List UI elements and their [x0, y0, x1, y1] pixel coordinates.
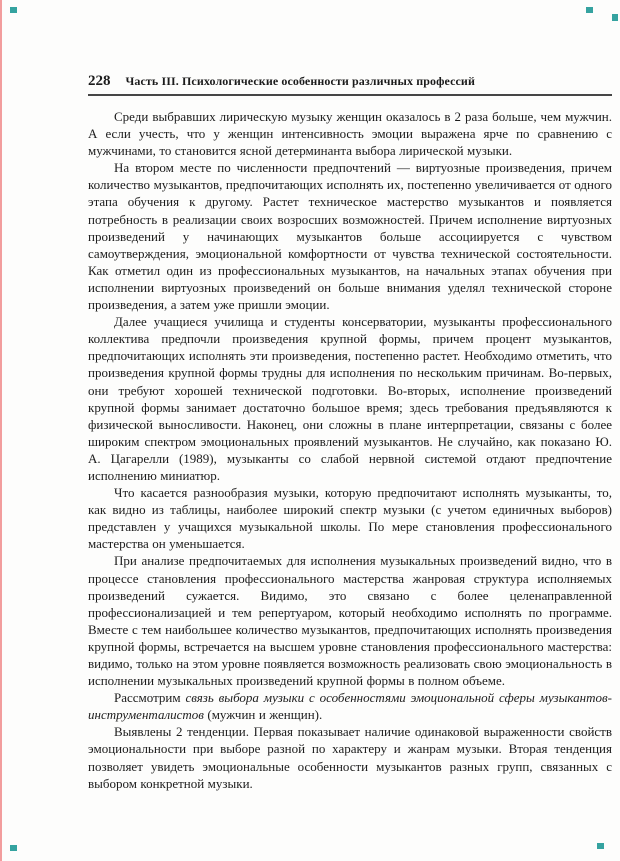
paragraph: Выявлены 2 тенденции. Первая показывает наличие одинаковой выраженности свойств эмоциональности при выборе разной по характеру и жанрам музыки. Вторая тенденция позволяет увидеть эмоциональные особенности музыкантов разных групп, связанных с выбором конкретной музыки. [88, 724, 612, 791]
paragraph-lead-text: Рассмотрим [114, 690, 186, 706]
crop-mark-top-right-edge [612, 14, 618, 21]
page-body [88, 108, 612, 792]
scan-edge-line [0, 0, 2, 861]
paragraph: На втором месте по численности предпочтений — виртуозные произведения, причем количество музыкантов, предпочитающих исполнять их, постепенно увеличивается от одного этапа обучения к другому. Растет техническое мастерство музыкантов и появляется потребность в реализации своих возросших возможностей. Причем исполнение виртуозных произведений у начинающих музыкантов больше ассоциируется с чувством самоутверждения, эмоциональной комфортности от чувства технической состоятельности. Как отметил один из профессиональных музыкантов, на начальных этапах обучения при исполнении виртуозных произведений он больше внимания уделял технической стороне произведения, а затем уже пришли эмоции. [88, 160, 612, 313]
crop-mark-top-right [586, 7, 593, 13]
paragraph-italic-text: связь выбора музыки с особенностями эмоциональной сферы музыкантов-инструменталистов [88, 690, 612, 723]
crop-mark-bottom-right [597, 843, 604, 849]
page-content [88, 74, 612, 792]
paragraph: Что касается разнообразия музыки, которую предпочитают исполнять музыканты, то, как видно из таблицы, наиболее широкий спектр музыки (с учетом единичных выборов) представлен у учащихся музыкальной школы. По мере становления профессионального мастерства он уменьшается. [88, 485, 612, 552]
paragraph-with-emphasis [88, 689, 612, 723]
crop-mark-bottom-left [10, 845, 17, 851]
page-number: 228 [88, 73, 111, 89]
paragraph: При анализе предпочитаемых для исполнения музыкальных произведений видно, что в процессе становления профессионального мастерства жанровая структура исполняемых произведений сужается. Видимо, это связано с более целенаправленной профессионализацией и тем репертуаром, который необходимо исполнять по программе. Вместе с тем наибольшее количество музыкантов, предпочитающих исполнять произведения крупной формы, встречается на высшем уровне становления профессионального мастерства: видимо, только на этом уровне появляется возможность реализовать свою эмоциональность в исполнении музыкальных произведений крупной формы в полном объеме. [88, 553, 612, 689]
running-head [88, 74, 612, 96]
paragraph: Далее учащиеся училища и студенты консерватории, музыканты профессионального коллектива предпочли произведения крупной формы, причем процент музыкантов, предпочитающих исполнять эти произведения, постепенно растет. Необходимо отметить, что произведения крупной формы трудны для исполнения по нескольким причинам. Во-первых, они требуют хорошей технической подготовки. Во-вторых, исполнение произведений крупной формы занимает достаточно большое время; здесь требования предъявляются к физической выносливости. Наконец, они сложны в плане интерпретации, связаны с более широким спектром эмоциональных проявлений музыкантов. Не случайно, как показано Ю. А. Цагарелли (1989), музыканты со слабой нервной системой отдают предпочтение исполнению миниатюр. [88, 314, 612, 483]
chapter-header: Часть III. Психологические особенности различных профессий [125, 74, 475, 88]
crop-mark-top-left [10, 7, 17, 13]
paragraph: Среди выбравших лирическую музыку женщин оказалось в 2 раза больше, чем мужчин. А если учесть, что у женщин интенсивность эмоции выражена ярче по сравнению с мужчинами, то становится ясной детерминанта выбора лирической музыки. [88, 109, 612, 159]
paragraph-tail-text: (мужчин и женщин). [203, 707, 323, 723]
